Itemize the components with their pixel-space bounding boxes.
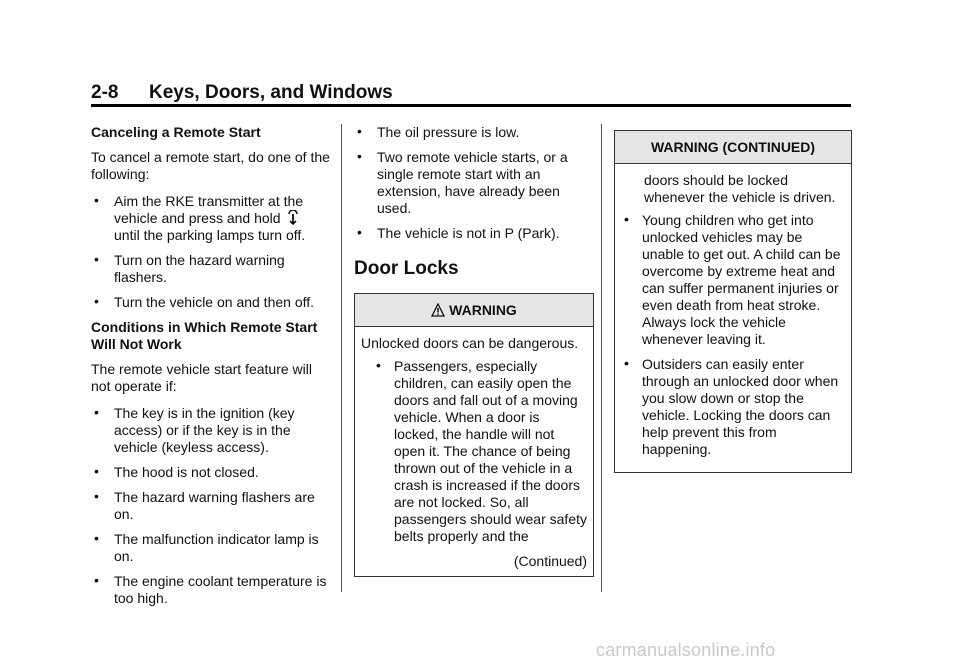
warning-triangle-icon	[431, 303, 445, 317]
warning-continuation: doors should be locked whenever the vehicle is driven.	[644, 172, 836, 205]
remote-start-icon	[287, 210, 299, 225]
list-item: • The hood is not closed.	[94, 463, 259, 480]
list-item: • Aim the RKE transmitter at the vehicle and press and hold until the parking lamps turn off.	[94, 192, 306, 243]
warning-header: WARNING (CONTINUED)	[615, 131, 851, 164]
bullet-icon: •	[624, 211, 629, 227]
bullet-icon: •	[94, 530, 99, 546]
list-item: • The key is in the ignition (key access) or if the key is in the vehicle (keyless access).	[94, 404, 295, 455]
bullet-icon: •	[94, 251, 99, 267]
cancel-heading: Canceling a Remote Start	[91, 124, 261, 140]
conditions-heading: Conditions in Which Remote Start Will Not Work	[91, 319, 318, 352]
list-item: • Passengers, especially children, can easily open the doors and fall out of a moving vehicle. When a door is locked, the handle will not open it. The chance of being thrown out of the vehicle in a crash is increased if the doors are not locked. So, all passengers should wear safety belts properly and the	[376, 357, 587, 544]
list-item: • Outsiders can easily enter through an unlocked door when you slow down or stop the vehicle. Locking the doors can help prevent this from happening.	[624, 355, 839, 457]
list-item: • Young children who get into unlocked vehicles may be unable to get out. A child can be overcome by extreme heat and can suffer permanent injuries or even death from heat stroke. Always lock the vehicle whenever leaving it.	[624, 211, 841, 347]
warning-body	[615, 164, 851, 472]
column-1	[91, 124, 331, 615]
list-item: • The engine coolant temperature is too high.	[94, 572, 327, 606]
bullet-icon: •	[94, 293, 99, 309]
warning-body	[355, 327, 593, 576]
page-header	[91, 78, 851, 108]
conditions-intro: The remote vehicle start feature will not operate if:	[91, 361, 312, 394]
list-item: • Turn the vehicle on and then off.	[94, 293, 315, 310]
bullet-icon: •	[357, 148, 362, 164]
section-title: Door Locks	[354, 258, 459, 279]
watermark: carmanualsonline.info	[596, 640, 776, 660]
cancel-intro: To cancel a remote start, do one of the following:	[91, 149, 330, 182]
bullet-icon: •	[94, 488, 99, 504]
page-number: 2-8	[91, 82, 119, 103]
list-item: • The malfunction indicator lamp is on.	[94, 530, 319, 564]
column-divider-1	[341, 124, 342, 592]
continued-label: (Continued)	[513, 553, 587, 569]
list-item: • Turn on the hazard warning flashers.	[94, 251, 285, 285]
chapter-title: Keys, Doors, and Windows	[149, 82, 393, 103]
column-2	[354, 124, 594, 577]
list-item: • Two remote vehicle starts, or a single remote start with an extension, have already been used.	[357, 148, 568, 216]
bullet-icon: •	[357, 123, 362, 139]
bullet-icon: •	[94, 463, 99, 479]
bullet-icon: •	[624, 355, 629, 371]
list-item: • The oil pressure is low.	[357, 123, 520, 140]
warning-box	[354, 293, 594, 577]
warning-title: WARNING	[449, 302, 517, 318]
bullet-icon: •	[94, 572, 99, 588]
warning-box-continued	[614, 130, 852, 473]
warning-header	[355, 294, 593, 327]
header-rule	[91, 104, 851, 107]
bullet-icon: •	[357, 224, 362, 240]
bullet-icon: •	[94, 192, 99, 208]
list-item: • The vehicle is not in P (Park).	[357, 224, 560, 241]
column-divider-2	[601, 124, 602, 592]
list-item: • The hazard warning flashers are on.	[94, 488, 315, 522]
bullet-icon: •	[94, 404, 99, 420]
column-3	[614, 130, 852, 473]
bullet-icon: •	[376, 357, 381, 373]
warning-intro: Unlocked doors can be dangerous.	[361, 335, 579, 351]
